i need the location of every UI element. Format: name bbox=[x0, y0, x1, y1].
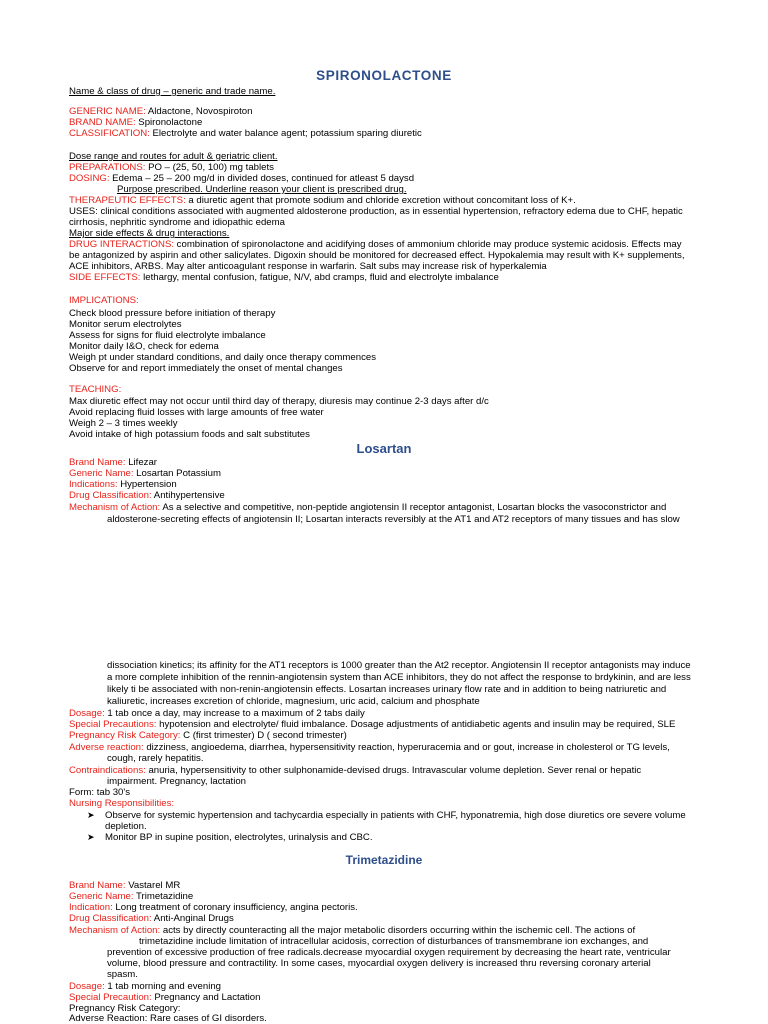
list-item: Monitor serum electrolytes bbox=[69, 319, 182, 330]
spiro-subtitle: Name & class of drug – generic and trade name. bbox=[69, 86, 276, 97]
losartan-precautions: Special Precautions: hypotension and electrolyte/ fluid imbalance. Dosage adjustments of antidiabetic agents and insulin may be required, SLE bbox=[69, 719, 676, 730]
list-item: Weigh pt under standard conditions, and daily once therapy commences bbox=[69, 352, 377, 363]
losartan-dosage: Dosage: 1 tab once a day, may increase to a maximum of 2 tabs daily bbox=[69, 708, 365, 719]
losartan-mechanism-line-4: a more complete inhibition of the rennin-angiotensin system than ACE inhibitors, they do not affect the response to brdykinin, and are less bbox=[107, 672, 691, 683]
trimetazidine-indication: Indication: Long treatment of coronary insufficiency, angina pectoris. bbox=[69, 902, 358, 913]
losartan-nursing-item-1-line-1: Observe for systemic hypertension and tachycardia especially in patients with CHF, hyponatremia, high dose diuretics ore severe volume bbox=[105, 810, 686, 821]
losartan-title: Losartan bbox=[356, 441, 412, 456]
losartan-adverse-line-2: cough, rarely hepatitis. bbox=[107, 753, 204, 764]
trimetazidine-generic-name: Generic Name: Trimetazidine bbox=[69, 891, 194, 902]
losartan-adverse-line-1: Adverse reaction: dizziness, angioedema, diarrhea, hypersensitivity reaction, hyperuracemia and or gout, increase in cholesterol or TG levels, bbox=[69, 742, 670, 753]
trimetazidine-mechanism-line-1: Mechanism of Action: acts by directly counteracting all the major metabolic disorders occurring within the ischemic cell. The actions of bbox=[69, 925, 636, 936]
spiro-side-effects: SIDE EFFECTS: lethargy, mental confusion, fatigue, N/V, abd cramps, fluid and electrolyte imbalance bbox=[69, 272, 499, 283]
losartan-mechanism-line-1: Mechanism of Action: As a selective and competitive, non-peptide angiotensin II receptor antagonist, Losartan blocks the vasoconstrictor and bbox=[69, 502, 667, 513]
losartan-mechanism-line-6: kaliuretic, increases excretion of chloride, magnesium, uric acid, calcium and phosphate bbox=[107, 696, 480, 707]
trimetazidine-title: Trimetazidine bbox=[345, 853, 423, 867]
list-item: Assess for signs for fluid electrolyte imbalance bbox=[69, 330, 266, 341]
losartan-nursing-item-2: Monitor BP in supine position, electrolytes, urinalysis and CBC. bbox=[105, 832, 373, 843]
spiro-teaching-label: TEACHING: bbox=[69, 384, 122, 395]
list-item: Weigh 2 – 3 times weekly bbox=[69, 418, 178, 429]
losartan-mechanism-line-2: aldosterone-secreting effects of angiotensin II; Losartan interacts reversibly at the AT1 and AT2 receptors of many tissues and has slow bbox=[107, 514, 680, 525]
trimetazidine-mechanism-line-5: spasm. bbox=[107, 969, 138, 980]
losartan-mechanism-line-5: likely ti be associated with non-renin-angiotensin effects. Losartan increases urinary flow rate and in addition to being natriuretic and bbox=[107, 684, 667, 695]
list-item: Max diuretic effect may not occur until third day of therapy, diuresis may continue 2-3 days after d/c bbox=[69, 396, 489, 407]
losartan-brand-name: Brand Name: Lifezar bbox=[69, 457, 157, 468]
trimetazidine-mechanism-line-4: volume, blood pressure and contractility. In some cases, myocardial oxygen delivery is increased thru reversing coronary arterial bbox=[107, 958, 651, 969]
losartan-form: Form: tab 30's bbox=[69, 787, 131, 798]
spiro-implications-label: IMPLICATIONS: bbox=[69, 295, 139, 306]
list-item: Observe for and report immediately the onset of mental changes bbox=[69, 363, 343, 374]
trimetazidine-dosage: Dosage: 1 tab morning and evening bbox=[69, 981, 222, 992]
spiro-generic-name: GENERIC NAME: Aldactone, Novospiroton bbox=[69, 106, 253, 117]
arrow-bullet-icon: ➤ bbox=[87, 832, 95, 842]
losartan-nursing-label: Nursing Responsibilities: bbox=[69, 798, 175, 809]
spiro-interactions-line-1: DRUG INTERACTIONS: combination of spironolactone and acidifying doses of ammonium chloride may produce systemic acidosis. Effects may bbox=[69, 239, 682, 250]
trimetazidine-mechanism-line-2: trimetazidine include limitation of intracellular acidosis, correction of disturbances of transmembrane ion exchanges, and bbox=[139, 936, 649, 947]
list-item: Check blood pressure before initiation of therapy bbox=[69, 308, 276, 319]
losartan-generic-name: Generic Name: Losartan Potassium bbox=[69, 468, 221, 479]
list-item: Avoid replacing fluid losses with large amounts of free water bbox=[69, 407, 324, 418]
list-item: Monitor daily I&O, check for edema bbox=[69, 341, 219, 352]
spiro-interactions-line-2: be antagonized by aspirin and other salicylates. Digoxin should be monitored for decreased effect. Hypokalemia may result with K+ supplements, bbox=[69, 250, 685, 261]
spironolactone-title: SPIRONOLACTONE bbox=[316, 68, 452, 83]
spiro-interactions-line-3: ACE inhibitors, ARBS. May alter anticoagulant response in warfarin. Salt subs may increase risk of hyperkalemia bbox=[69, 261, 547, 272]
losartan-nursing-item-1-line-2: depletion. bbox=[105, 821, 147, 832]
spiro-side-heading: Major side effects & drug interactions. bbox=[69, 228, 230, 239]
spiro-uses-line-1: USES: clinical conditions associated with augmented aldosterone production, as in essential hypertension, refractory edema due to CHF, hepatic bbox=[69, 206, 683, 217]
trimetazidine-brand-name: Brand Name: Vastarel MR bbox=[69, 880, 181, 891]
trimetazidine-adverse-reaction: Adverse Reaction: Rare cases of GI disorders. bbox=[69, 1013, 267, 1024]
losartan-contraindications-line-2: impairment. Pregnancy, lactation bbox=[107, 776, 246, 787]
spiro-brand-name: BRAND NAME: Spironolactone bbox=[69, 117, 203, 128]
spiro-uses-line-2: cirrhosis, nephritic syndrome and idiopathic edema bbox=[69, 217, 285, 228]
trimetazidine-pregnancy-category: Pregnancy Risk Category: bbox=[69, 1003, 181, 1014]
losartan-indications: Indications: Hypertension bbox=[69, 479, 177, 490]
trimetazidine-precaution: Special Precaution: Pregnancy and Lactation bbox=[69, 992, 261, 1003]
spiro-preparations: PREPARATIONS: PO – (25, 50, 100) mg tablets bbox=[69, 162, 274, 173]
list-item: Avoid intake of high potassium foods and salt substitutes bbox=[69, 429, 310, 440]
spiro-therapeutic-effects: THERAPEUTIC EFFECTS: a diuretic agent that promote sodium and chloride excretion without concomitant loss of K+. bbox=[69, 195, 576, 206]
spiro-dosing: DOSING: Edema – 25 – 200 mg/d in divided doses, continued for atleast 5 daysd bbox=[69, 173, 415, 184]
losartan-contraindications-line-1: Contraindications: anuria, hypersensitivity to other sulphonamide-devised drugs. Intravascular volume depletion. Sever renal or hepatic bbox=[69, 765, 642, 776]
spiro-purpose-heading: Purpose prescribed. Underline reason your client is prescribed drug. bbox=[117, 184, 407, 195]
trimetazidine-mechanism-line-3: prevention of excessive production of free radicals.decrease myocardial oxygen requirement by decreasing the heart rate, ventricular bbox=[107, 947, 671, 958]
trimetazidine-classification: Drug Classification: Anti-Anginal Drugs bbox=[69, 913, 234, 924]
losartan-pregnancy-category: Pregnancy Risk Category: C (first trimester) D ( second trimester) bbox=[69, 730, 347, 741]
spiro-dose-heading: Dose range and routes for adult & geriatric client. bbox=[69, 151, 278, 162]
losartan-classification: Drug Classification: Antihypertensive bbox=[69, 490, 225, 501]
arrow-bullet-icon: ➤ bbox=[87, 810, 95, 820]
spiro-classification: CLASSIFICATION: Electrolyte and water balance agent; potassium sparing diuretic bbox=[69, 128, 422, 139]
losartan-mechanism-line-3: dissociation kinetics; its affinity for the AT1 receptors is 1000 greater than the At2 receptor. Angiotensin II receptor antagonists may induce bbox=[107, 660, 691, 671]
